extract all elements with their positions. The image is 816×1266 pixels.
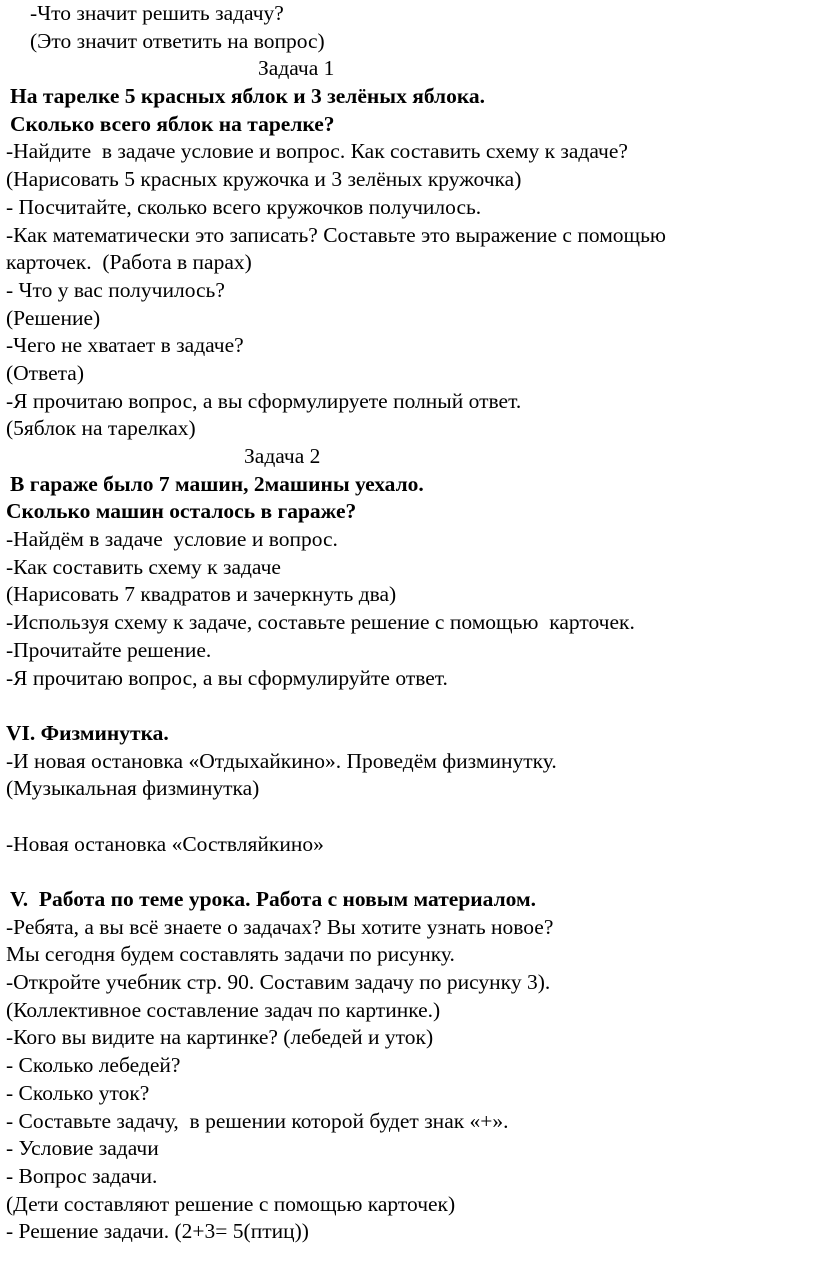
text-line: -Прочитайте решение. [6, 637, 212, 662]
text-line: (Это значит ответить на вопрос) [30, 28, 325, 53]
text-line: -Используя схему к задаче, составьте решение с помощью карточек. [6, 610, 635, 635]
section-heading-v: V. Работа по теме урока. Работа с новым материалом. [10, 887, 537, 911]
text-line: -Найдите в задаче условие и вопрос. Как составить схему к задаче? [6, 139, 628, 164]
text-line: -Как составить схему к задаче [6, 554, 281, 579]
text-line: -Как математически это записать? Составьте это выражение с помощью [6, 222, 666, 247]
blank-line [6, 858, 810, 886]
text-line: -Я прочитаю вопрос, а вы сформулируйте ответ. [6, 665, 448, 690]
text-line: -И новая остановка «Отдыхайкино». Проведём физминутку. [6, 748, 557, 773]
text-line: - Вопрос задачи. [6, 1163, 158, 1188]
text-line: карточек. (Работа в парах) [6, 250, 252, 275]
task-2-condition: В гараже было 7 машин, 2машины уехало. [10, 471, 424, 496]
text-line: -Ребятa, а вы всё знаете о задачах? Вы хотите узнать новое? [6, 914, 554, 939]
text-line: -Новая остановка «Соствляйкино» [6, 831, 324, 856]
text-line: (Решение) [6, 305, 101, 330]
text-line: -Чего не хватает в задаче? [6, 333, 244, 358]
text-line: (Дети составляют решение с помощью карточек) [6, 1191, 456, 1216]
text-line: - Сколько уток? [6, 1080, 150, 1105]
text-line: (Нарисовать 7 квадратов и зачеркнуть два) [6, 582, 397, 607]
text-line: -Я прочитаю вопрос, а вы сформулируете полный ответ. [6, 388, 522, 413]
text-line: (5яблок на тарелках) [6, 416, 196, 441]
text-line: - Посчитайте, сколько всего кружочков получилось. [6, 194, 482, 219]
text-line: - Сколько лебедей? [6, 1053, 181, 1078]
text-line: -Кого вы видите на картинке? (лебедей и уток) [6, 1025, 434, 1050]
text-line: (Нарисовать 5 красных кружочка и 3 зелёных кружочка) [6, 167, 522, 192]
task-1-question: Сколько всего яблок на тарелке? [10, 111, 335, 136]
text-line: -Что значит решить задачу? [30, 1, 284, 25]
text-line: - Что у вас получилось? [6, 277, 225, 302]
text-line: (Ответа) [6, 360, 85, 385]
text-line: -Откройте учебник стр. 90. Составим задачу по рисунку 3). [6, 970, 551, 995]
blank-line [6, 692, 810, 720]
text-line: - Составьте задачу, в решении которой будет знак «+». [6, 1108, 509, 1133]
text-line: - Решение задачи. (2+3= 5(птиц)) [6, 1219, 309, 1244]
text-line: (Коллективное составление задач по картинке.) [6, 997, 441, 1022]
task-1-condition: На тарелке 5 красных яблок и 3 зелёных яблока. [10, 84, 486, 109]
text-line: (Музыкальная физминутка) [6, 776, 260, 801]
task-2-question: Сколько машин осталось в гараже? [6, 499, 357, 524]
text-line: Мы сегодня будем составлять задачи по рисунку. [6, 942, 455, 967]
blank-line [6, 803, 810, 831]
task-2-heading: Задача 2 [244, 444, 321, 468]
section-heading-vi: VI. Физминутка. [6, 720, 169, 745]
text-line: - Условие задачи [6, 1136, 159, 1161]
task-1-heading: Задача 1 [258, 56, 335, 81]
text-line: -Найдём в задаче условие и вопрос. [6, 527, 338, 552]
